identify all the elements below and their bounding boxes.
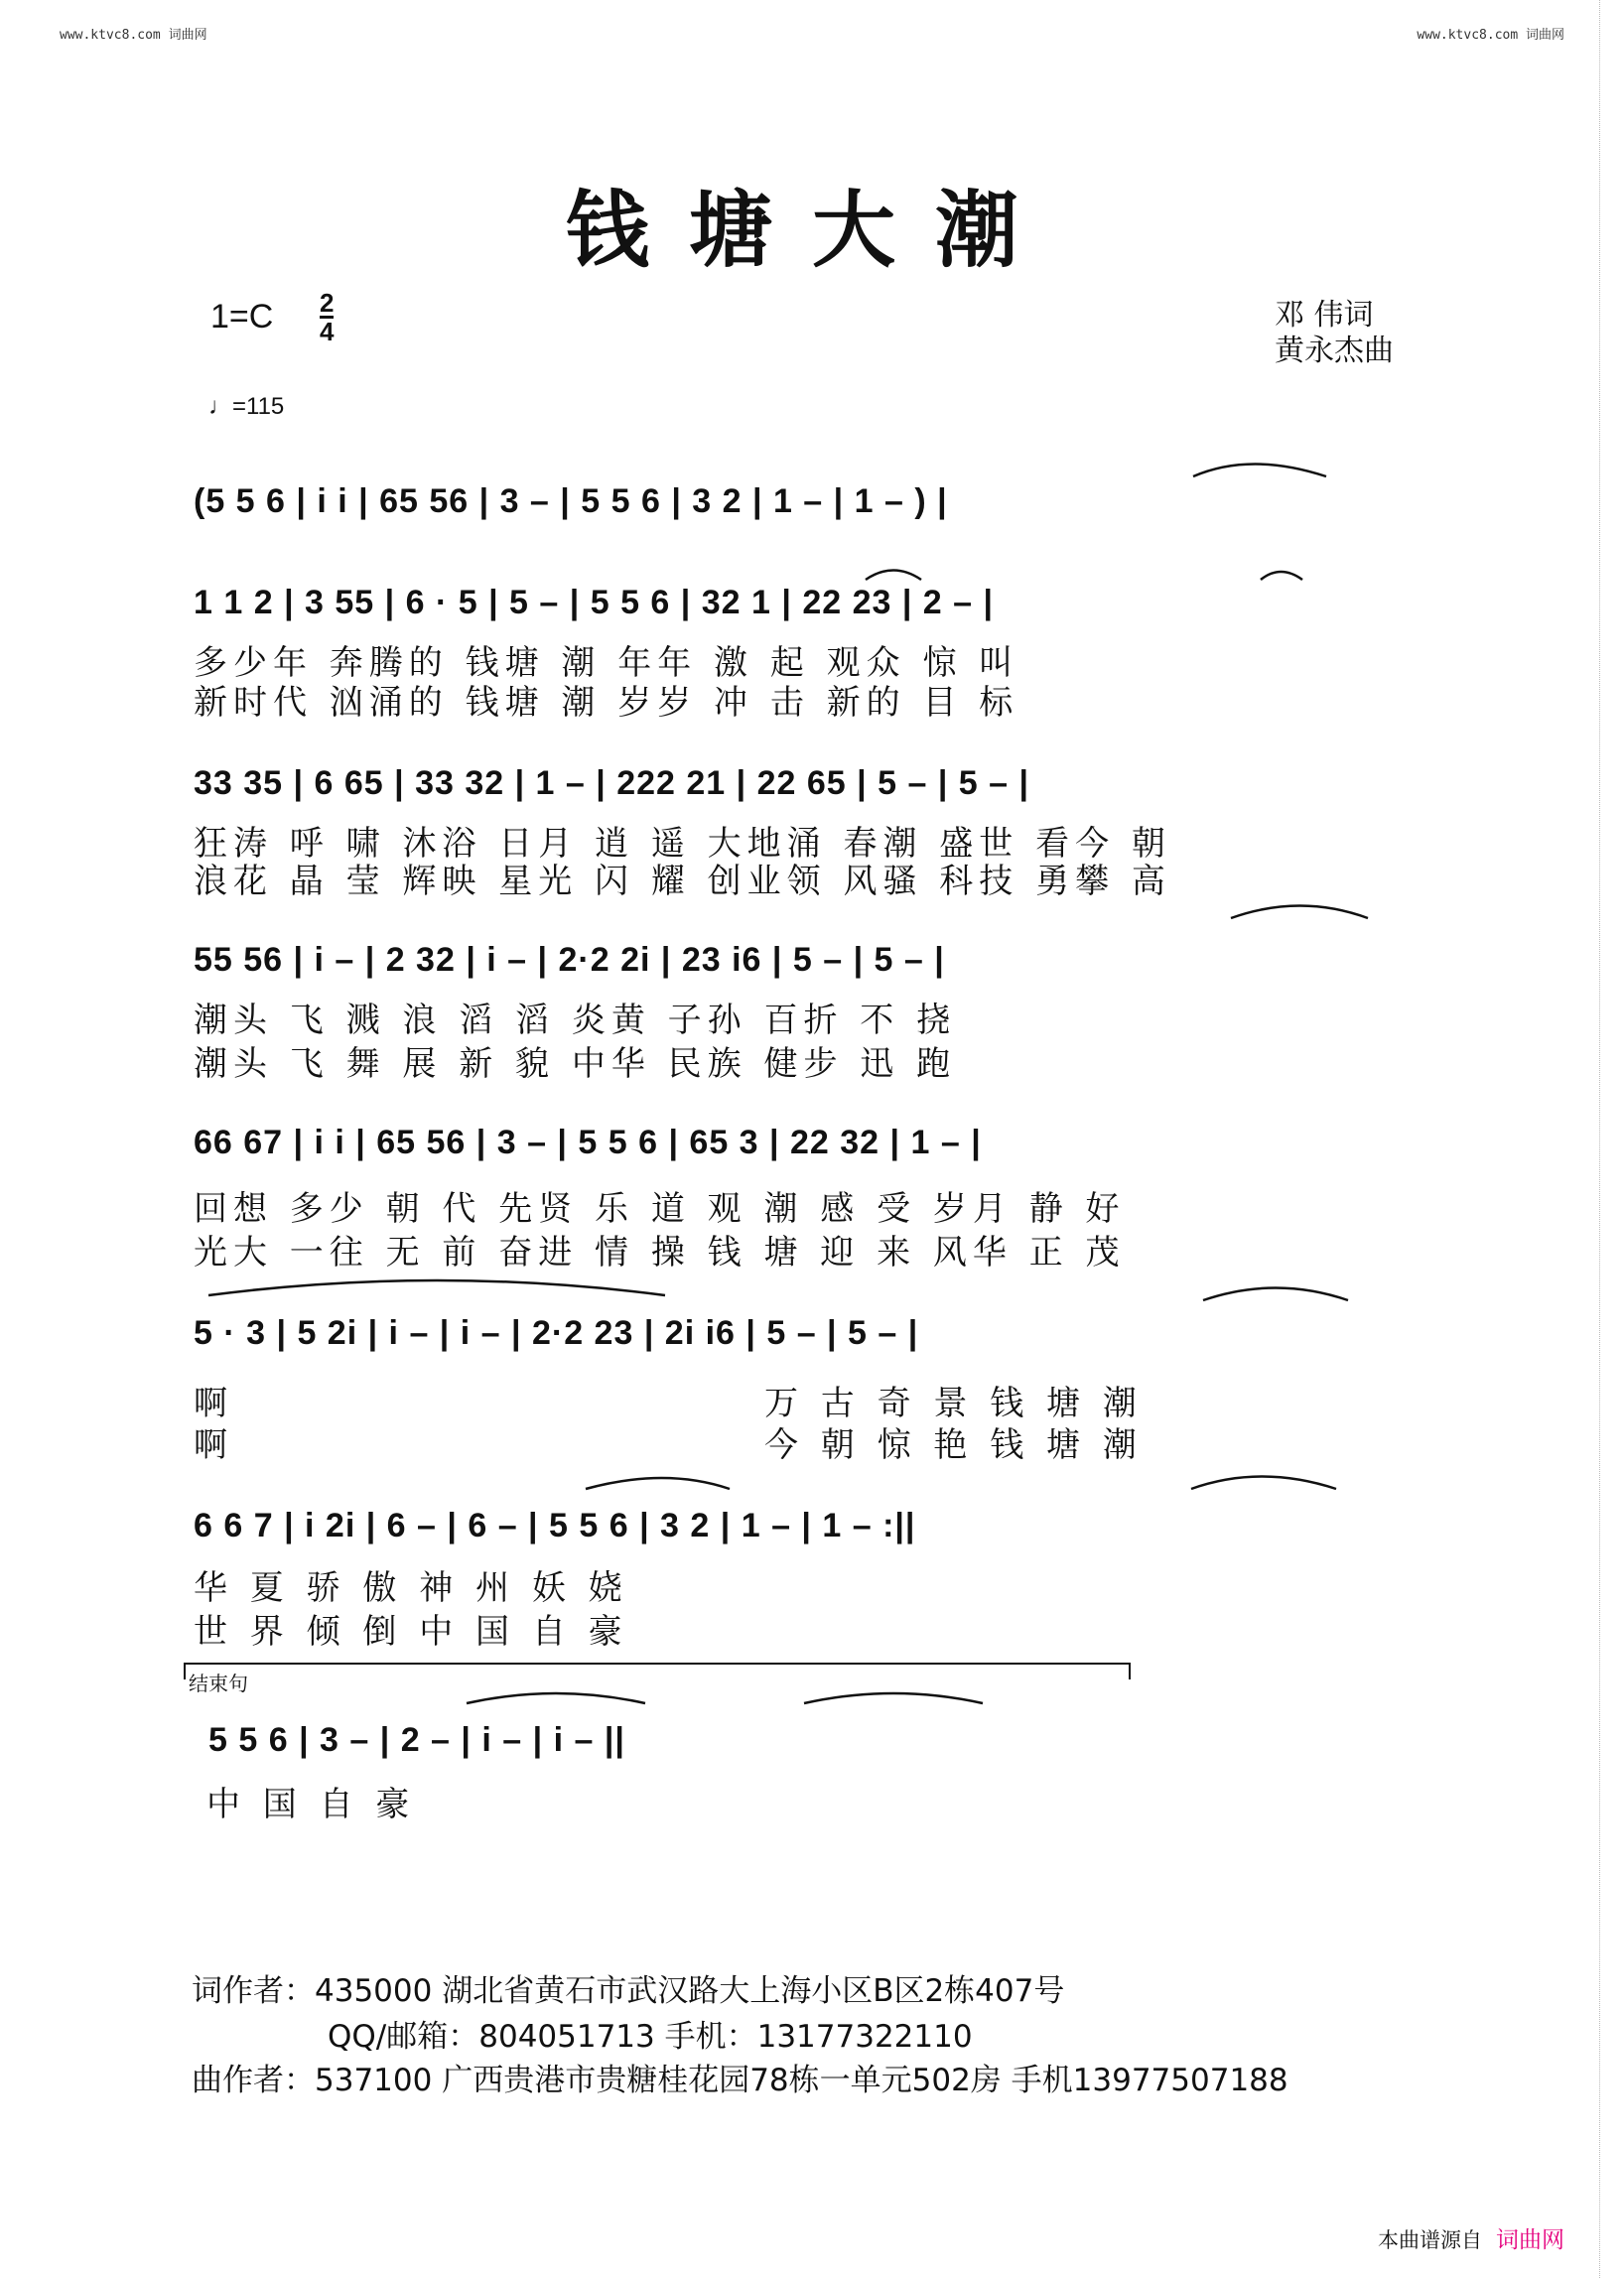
score-line-2: 1 1 2 | 3 55 | 6 · 5 | 5 – | 5 5 6 | 32 1 | 22 23 | 2 – | (194, 584, 995, 621)
slur-mark (467, 1693, 645, 1703)
score-line-3: 33 35 | 6 65 | 33 32 | 1 – | 222 21 | 22 65 | 5 – | 5 – | (194, 764, 1030, 802)
lyric-line-4-verse-2: 潮头 飞 舞 展 新 貌 中华 民族 健步 迅 跑 (194, 1044, 957, 1084)
lyric-line-6-verse-2-b: 今 朝 惊 艳 钱 塘 潮 (764, 1425, 1143, 1465)
score-line-1: (5 5 6 | i i | 65 56 | 3 – | 5 5 6 | 3 2 | 1 – | 1 – ) | (194, 482, 948, 520)
slur-mark (586, 1478, 730, 1489)
lyric-line-6-verse-1-a: 啊 (194, 1384, 233, 1423)
key-signature: 1=C (210, 298, 274, 335)
slur-mark (1193, 465, 1326, 477)
lyricist-contact: QQ/邮箱：804051713 手机：13177322110 (328, 2019, 973, 2055)
lyric-line-8: 中 国 自 豪 (206, 1785, 416, 1824)
slur-mark (1231, 906, 1368, 919)
lyric-line-5-verse-2: 光大 一往 无 前 奋进 情 操 钱 塘 迎 来 风华 正 茂 (194, 1233, 1126, 1273)
score-line-5: 66 67 | i i | 65 56 | 3 – | 5 5 6 | 65 3 | 22 32 | 1 – | (194, 1124, 982, 1161)
lyricist-address: 词作者：435000 湖北省黄石市武汉路大上海小区B区2栋407号 (192, 1973, 1065, 2009)
time-signature-bottom: 4 (320, 317, 335, 346)
lyric-line-6-verse-2-a: 啊 (194, 1425, 233, 1465)
lyricist-credit: 邓 伟词 (1275, 298, 1374, 333)
lyric-line-5-verse-1: 回想 多少 朝 代 先贤 乐 道 观 潮 感 受 岁月 静 好 (194, 1189, 1126, 1229)
time-signature-top: 2 (320, 288, 335, 318)
slur-mark (1261, 572, 1302, 580)
composer-address: 曲作者：537100 广西贵港市贵糖桂花园78栋一单元502房 手机13977507188 (192, 2063, 1288, 2098)
ending-bracket (185, 1664, 1130, 1679)
site-url-right: www.ktvc8.com 词曲网 (1417, 28, 1564, 43)
lyric-line-4-verse-1: 潮头 飞 溅 浪 滔 滔 炎黄 子孙 百折 不 挠 (194, 1001, 957, 1040)
lyric-line-2-verse-2: 新时代 汹涌的 钱塘 潮 岁岁 冲 击 新的 目 标 (194, 683, 1019, 723)
score-line-6: 5 · 3 | 5 2i | i – | i – | 2·2 23 | 2i i6 | 5 – | 5 – | (194, 1314, 919, 1352)
tempo-marking: ♩=115 (208, 393, 285, 420)
source-label: 本曲谱源自 (1378, 2228, 1482, 2252)
score-line-7: 6 6 7 | i 2i | 6 – | 6 – | 5 5 6 | 3 2 | 1 – | 1 – :|| (194, 1507, 916, 1544)
song-title: 钱塘大潮 (565, 182, 1058, 279)
slur-mark (866, 571, 921, 581)
source-brand-link[interactable]: 词曲网 (1496, 2227, 1564, 2253)
lyric-line-6-verse-1-b: 万 古 奇 景 钱 塘 潮 (764, 1384, 1143, 1423)
slur-mark (208, 1280, 665, 1295)
composer-credit: 黄永杰曲 (1275, 334, 1394, 368)
lyric-line-3-verse-2: 浪花 晶 莹 辉映 星光 闪 耀 创业领 风骚 科技 勇攀 高 (194, 862, 1171, 901)
score-line-8: 5 5 6 | 3 – | 2 – | i – | i – || (208, 1721, 625, 1759)
lyric-line-7-verse-1: 华 夏 骄 傲 神 州 妖 娆 (194, 1568, 628, 1608)
slur-mark (1203, 1288, 1348, 1301)
lyric-line-2-verse-1: 多少年 奔腾的 钱塘 潮 年年 激 起 观众 惊 叫 (194, 643, 1019, 683)
source-credit (1378, 2221, 1564, 2254)
lyric-line-7-verse-2: 世 界 倾 倒 中 国 自 豪 (194, 1612, 628, 1652)
ending-label: 结束句 (189, 1672, 248, 1695)
slur-mark (804, 1693, 983, 1703)
score-line-4: 55 56 | i – | 2 32 | i – | 2·2 2i | 23 i6 | 5 – | 5 – | (194, 941, 945, 979)
slur-mark (1191, 1477, 1336, 1490)
site-url-left: www.ktvc8.com 词曲网 (60, 28, 207, 43)
lyric-line-3-verse-1: 狂涛 呼 啸 沐浴 日月 逍 遥 大地涌 春潮 盛世 看今 朝 (194, 824, 1171, 864)
